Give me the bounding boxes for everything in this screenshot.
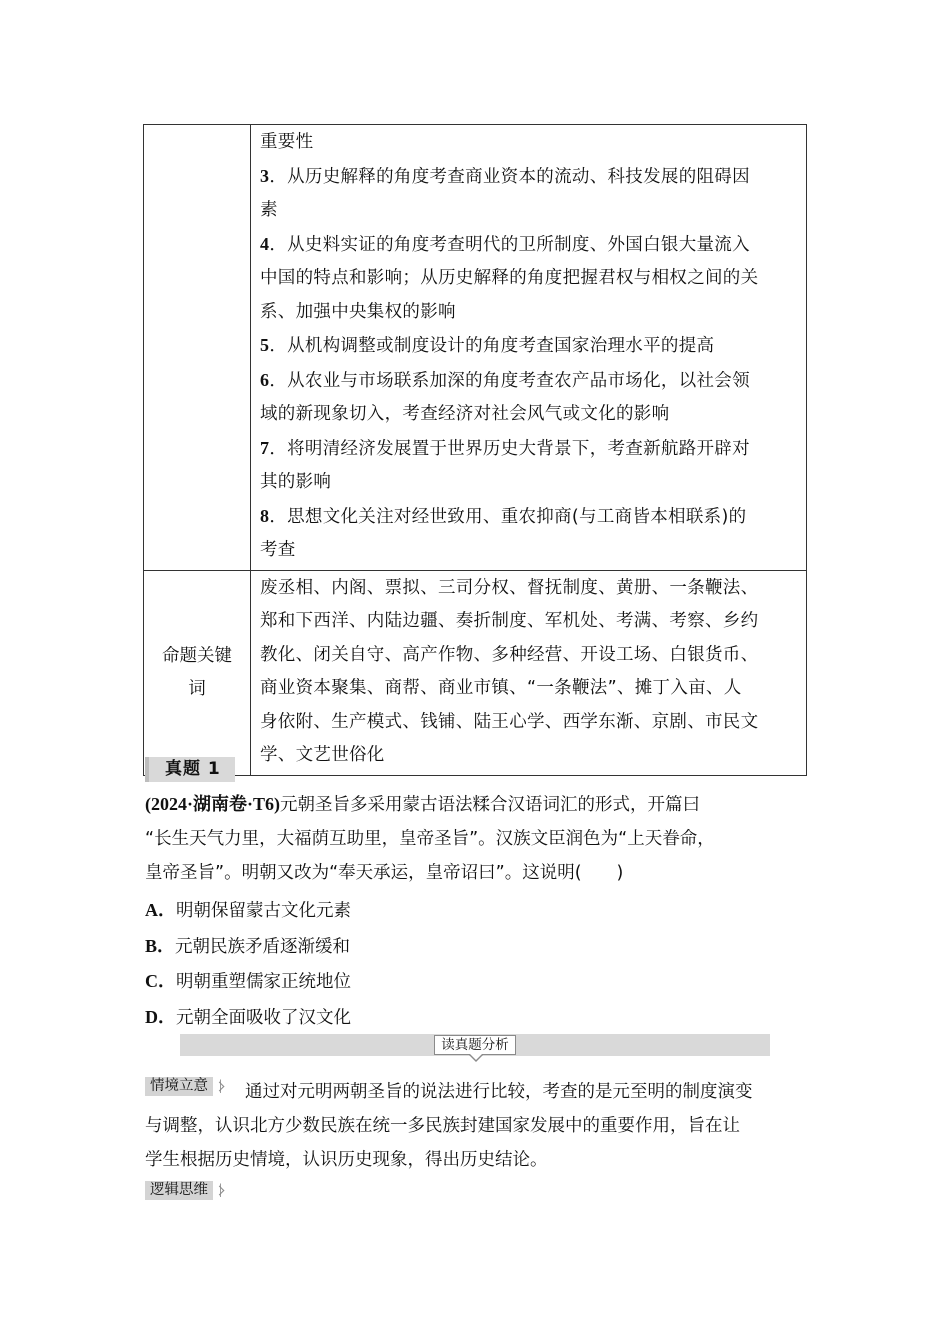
context-line: 通过对元明两朝圣旨的说法进行比较，考查的是元至明的制度演变 bbox=[245, 1082, 753, 1102]
requirement-line: 重要性 bbox=[260, 132, 314, 152]
context-line: 学生根据历史情境，认识历史现象，得出历史结论。 bbox=[145, 1150, 548, 1170]
keyword-label: 命题关键词 bbox=[162, 645, 232, 699]
requirement-line: 6．从农业与市场联系加深的角度考查农产品市场化，以社会领 bbox=[260, 369, 750, 391]
table-row bbox=[144, 570, 807, 775]
keyword-line: 郑和下西洋、内陆边疆、奏折制度、军机处、考满、考察、乡约 bbox=[260, 611, 759, 631]
requirement-line: 3．从历史解释的角度考查商业资本的流动、科技发展的阻碍因 bbox=[260, 165, 750, 187]
question-badge: 真题 1 bbox=[145, 757, 235, 782]
requirement-line: 域的新现象切入，考查经济对社会风气或文化的影响 bbox=[260, 404, 670, 424]
analysis-tab: 读真题分析 bbox=[434, 1035, 516, 1055]
keyword-line: 教化、闭关自守、高产作物、多种经营、开设工场、白银货币、 bbox=[260, 644, 759, 665]
keyword-line: 废丞相、内阁、票拟、三司分权、督抚制度、黄册、一条鞭法、 bbox=[260, 577, 759, 598]
exam-spec-table bbox=[143, 124, 807, 776]
requirement-line: 考查 bbox=[260, 540, 296, 560]
analysis-divider-bar bbox=[180, 1034, 770, 1056]
keyword-content-cell bbox=[251, 570, 807, 775]
keyword-line: 身依附、生产模式、钱铺、陆王心学、西学东渐、京剧、市民文 bbox=[260, 711, 759, 732]
question-source: (2024·湖南卷·T6) bbox=[145, 794, 280, 814]
requirement-line: 系、加强中央集权的影响 bbox=[260, 301, 456, 322]
option-d[interactable]: D．元朝全面吸收了汉文化 bbox=[145, 1006, 351, 1028]
keyword-line: 商业资本聚集、商帮、商业市镇、“一条鞭法”、摊丁入亩、人 bbox=[260, 678, 742, 698]
table-row bbox=[144, 125, 807, 571]
requirement-line: 素 bbox=[260, 200, 278, 220]
option-c[interactable]: C．明朝重塑儒家正统地位 bbox=[145, 971, 351, 992]
question-stem-line: 皇帝圣旨”。明朝又改为“奉天承运，皇帝诏曰”。这说明( ) bbox=[145, 863, 624, 883]
keyword-line: 学、文艺世俗化 bbox=[260, 745, 385, 765]
requirement-line: 其的影响 bbox=[260, 472, 332, 492]
requirement-line: 4．从史料实证的角度考查明代的卫所制度、外国白银大量流入 bbox=[260, 233, 750, 255]
context-line: 与调整，认识北方少数民族在统一多民族封建国家发展中的重要作用，旨在让 bbox=[145, 1116, 740, 1136]
requirement-line: 7．将明清经济发展置于世界历史大背景下，考查新航路开辟对 bbox=[260, 437, 750, 459]
question-stem bbox=[145, 787, 813, 890]
logic-tag: 逻辑思维 bbox=[145, 1181, 213, 1200]
option-b[interactable]: B．元朝民族矛盾逐渐缓和 bbox=[145, 935, 351, 957]
context-tag: 情境立意 bbox=[145, 1077, 213, 1096]
context-paragraph bbox=[145, 1075, 809, 1177]
option-a[interactable]: A．明朝保留蒙古文化元素 bbox=[145, 900, 351, 921]
caret-down-icon bbox=[469, 1055, 483, 1062]
requirements-cell bbox=[251, 125, 807, 571]
question-stem-line: “长生天气力里，大福荫互助里，皇帝圣旨”。汉族文臣润色为“上天眷命， bbox=[145, 829, 715, 849]
answer-options bbox=[145, 893, 805, 1035]
requirement-line: 5．从机构调整或制度设计的角度考查国家治理水平的提高 bbox=[260, 335, 715, 356]
requirement-line: 8．思想文化关注对经世致用、重农抑商(与工商皆本相联系)的 bbox=[260, 505, 747, 527]
question-stem-line: 元朝圣旨多采用蒙古语法糅合汉语词汇的形式，开篇曰 bbox=[280, 795, 700, 815]
empty-label-cell bbox=[144, 125, 251, 571]
keyword-label-cell bbox=[144, 570, 251, 775]
requirement-line: 中国的特点和影响；从历史解释的角度把握君权与相权之间的关 bbox=[260, 268, 759, 288]
